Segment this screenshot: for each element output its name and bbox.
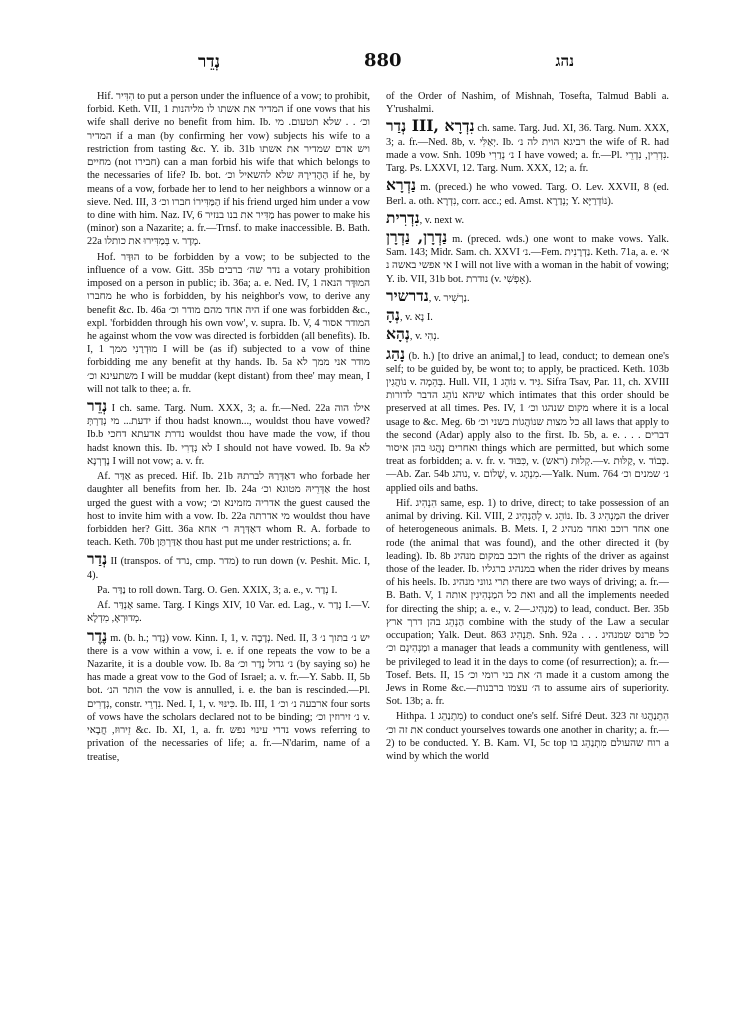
entry-text: m. (b. h.; נָדַר) vow. Kinn. I, 1, v. נְדָבָה. Ned. II, 3 יש נ׳ בתוך נ׳ there is a vow within a vow, i. e. if one repeats the vow to be a Nazarite, it is a double vow. Ib. 8a נ׳ גדול נָדַר וכ׳ (by saying so) he has made a great vow to the God of Israel; a. v. fr.—Y. Sabb. II, 5b bot. הותר הנ׳ the vow is annulled, i. e. the ban is rescinded.—Pl. נְדָרִים, constr. נִדְרֵי. Ned. I, 1, v. כִּינּוּי. Ib. III, 1 ארבעה נ׳ וכ׳ four sorts of vows have the scholars declared not to be binding; נ׳ זירוזין וכ׳ v. זֵירוּז, חֲבָאי &c. Ib. XI, 1, a. fr. נדרי עינוי נפש vows referring to privation of the necessaries of life; a. fr.—N'darim, name of a treatise,	[87, 632, 370, 763]
right-column	[386, 90, 669, 990]
dictionary-paragraph	[386, 177, 669, 207]
header-right-word: נהג	[555, 52, 574, 70]
entry-text: , v. נָא I.	[399, 312, 433, 324]
dictionary-paragraph	[386, 226, 669, 286]
dictionary-paragraph	[87, 90, 370, 249]
entry-text: I ch. same. Targ. Num. XXX, 3; a. fr.—Ned. 22a אילו הוה ידעת... מי נְדַרְתְּ if thou hadst known..., wouldst thou have vowed? Ib.b נדרת אדעתא דחכי wouldst thou have made the vow, if thou hadst known this. Ib. לא נְדַרִי I should not have vowed. Ib. 9a לא נָדְרְנָא I will not vow; a. v. fr.	[87, 403, 370, 467]
entry-text: ch. same. Targ. Jud. XI, 36. Targ. Num. XXX, 3; a. fr.—Ned. 8b, v. יְאַלִּי. Ib. רביגא הוית לה נ׳ the wife of R. had made a vow. Snh. 109b נ׳ נְדַרִי I have vowed; a. fr.—Pl. נִדְרִין, נִדְרֵי. Targ. Ps. LXXVI, 12. Targ. Num. XXX, 12; a. fr.	[386, 123, 669, 175]
page-header	[80, 48, 680, 74]
left-column	[87, 90, 370, 990]
entry-headword: נְדֵר	[87, 396, 108, 416]
dictionary-paragraph	[87, 551, 370, 581]
entry-text: Hof. הוּדַּר to be forbidden by a vow; to be subjected to the influence of a vow. Gitt. 35b נדר שה׳ ברבים a votary prohibition imposed on a person in public; ib. 36a; a. e. Ned. IV, 1 המוּדָּר הנאה מחברו he who is forbidden, by his neighbor's vow, to derive any benefit &c. Ib. 46a היה אחד מהם מודר וכ׳ if one was forbidden &c., expl. 'forbidden through his own vow', v. supra. Ib. V, 4 המודר אסור he against whom the vow was directed is forbidden (all benefits). Ib. I, 1 מוּדְרַנִי ממך I will be (as if) subjected to a vow of thine forbidding me any benefit at thy hands. Ib. 5a מודר אני ממך לא משתעינא וכ׳ I will be muddar (kept distant) from thee' may mean, I will not talk to thee; a. fr.	[87, 251, 370, 395]
dictionary-paragraph	[386, 710, 669, 763]
entry-headword: נְהָ	[386, 305, 400, 325]
dictionary-paragraph	[386, 343, 669, 495]
dictionary-paragraph	[87, 599, 370, 625]
entry-text: (b. h.) [to drive an animal,] to lead, conduct; to demean one's self; to be guided by, be wont to; to apply, be practiced. Keth. 103b נוֹהֲגִין v. בְּהֵמָה. Hull. VII, 1 נוֹהֵג v. גִּיד. Sifra Tsav, Par. 11, ch. XVIII שיהא נוֹהֵג הדבר לדורות which intimates that this order should be preserved at all times. Pes. IV, 1 מקום שנהגו וכ׳ where it is a local usage to &c. Meg. 6b כל מצות שנוֹהֲגוֹת בשני וכ׳ all laws that apply to the second (Adar) apply also to the first. Ib. 5b, a. e. דברים . . . ואחרים נָהֲגוּ בהן איסור things which are permitted, but which some treat as forbidden; a. v. fr. v. כִּבּוּד, v. קְלוּת (ראש).—v. קַלּוּת, v. כָּבוֹד.—Ab. Zar. 54b נוהג, v. שָׁלוֹם, v. מִנְהָג.—Yalk. Num. 764 נ׳ שמנים וכ׳ applied oils and baths.	[386, 350, 669, 494]
entry-text: Hif. הִדִּיר to put a person under the influence of a vow; to prohibit, forbid. Keth. VII, 1 המדיר את אשתו לו מליהנות if one vows that his wife shall derive no benefit from him. Ib. וכ׳ . . שלא תטעום. מי המדיר if a man (by confirming her vow) subjects his wife to a restriction from tasting &c. Y. ib. 31b ויש אדם שמדיר את אשתו מחיים (not חבירו) can a man forbid his wife that which belongs to the necessaries of life? Ib. bot. הַהֶדִירָהּ שלא להשאיל וכ׳ if he, by means of a vow, forbade her to lend to her neighbors a winnow or a sieve. Ned. III, 3 הַמַּדִּירוֹ חברו וכ׳ if his friend urged him under a vow to dine with him. Naz. IV, 6 מַדִּיר את בנו בנזיר has power to make his (minor) son a Nazarite; a. fr.—Trnsf. to make inaccessible. B. Bath. 22a בְּמַדִּירוּ את כותלו v. מָדָר.	[87, 91, 370, 248]
entry-text: Hif. הִנְהִיג same, esp. 1) to drive, direct; to take possession of an animal by driving. Kil. VIII, 2 לְהַנְהִיג v. נוֹהֵג. Ib. 3 המַנְהִיג the driver of heterogeneous animals. B. Mets. I, 2 אחד רוכב ואחד מנהיג one rode (the animal that was found), and the other directed it (by leading). Ib. 8b רוכב במקום מנהיג the rights of the driver as against those of the leader. Ib. במנהיג ברגליו when the rider drives by means of his heels. Ib. תרי גווני מנהיג there are two ways of driving; a. fr.—B. Bath. V, 1 ואת כל המַנְהִיגִין אותה and all the implements needed for directing the ship; a. e., v. מַנְהִיג.—2) to lead, conduct. Ber. 35b הַנְהֵג בהן דרך ארץ combine with the study of the Law a secular occupation; Yalk. Deut. 863 תַּנְהִיג. Snh. 92a כל פרנס שמנהיג . . . ומַנְהִיגָם וכ׳ a manager that leads a community with gentleness, will be privileged to lead it in the days to come (of resurrection); a. fr.—Tosef. Bets. II, 15 ה׳ את בני רומי וכ׳ made it a custom among the Jews in Rome &c.—ה׳ עצמו ברבנות to assume airs of superiority. Sot. 13b; a. fr.	[386, 497, 669, 708]
entry-headword: נְדַר	[87, 549, 108, 569]
entry-text: , v. נַרְשִׁיר.	[428, 292, 470, 304]
entry-text: Hithpa. מִתְנַהֵג 1) to conduct one's self. Sifré Deut. 323 הִתְנַהֲגוּ זה את זה וכ׳ conduct yourselves towards one another in charity; a. fr.—2) to be conducted. Y. B. Kam. VI, 5c top רוח שהעולם מִתְנַהֵג בו a wind by which the world	[386, 711, 669, 763]
entry-headword: נְהָא	[386, 324, 410, 344]
dictionary-paragraph	[386, 326, 669, 343]
dictionary-paragraph	[386, 207, 669, 227]
entry-text: Af. אַנְדַּר same. Targ. I Kings XIV, 10 Var. ed. Lag., v. נְדַר I.—V. מְדוּרְאָ, מִדְלָא.	[87, 600, 370, 625]
entry-text: Af. אַדַּר as preced. Hif. Ib. 21b דאַדְּרַהּ לברתהּ who forbade her daughter all benefits from her. Ib. 24a אַדְּרֵיהּ מטוגא וכ׳ the host urged the guest with a vow; אדריה מזמינא וכ׳ the guest caused the host to invite him with a vow. Ib. 22a מי אדרתה wouldst thou have forbidden her? Gitt. 36a דאַדְּרָהּ ר׳ אחא whom R. A. forbade to teach. Keth. 70b אַדַּרְתַּן thou hast put me under restrictions; a. fr.	[87, 471, 370, 549]
dictionary-paragraph	[386, 497, 669, 709]
entry-text: of the Order of Nashim, of Mishnah, Tosefta, Talmud Babli a. Y'rushalmi.	[386, 91, 669, 116]
dictionary-paragraph	[87, 584, 370, 597]
entry-text: Pa. נַדַּר to roll down. Targ. O. Gen. XXIX, 3; a. e., v. נְדַר I.	[97, 584, 338, 596]
entry-text: II (transpos. of נרד, cmp. מדר) to run down (v. Peshit. Mic. I, 4).	[87, 556, 370, 581]
dictionary-paragraph	[87, 251, 370, 396]
entry-text: m. (preced.) he who vowed. Targ. O. Lev. XXVII, 8 (ed. Berl. a. oth. נִדְרָא, corr. acc.; ed. Amst. נְדַרָא; Y. נוֹדְרַיָּא).	[386, 182, 669, 207]
header-left-word: נְדֵר	[198, 52, 221, 72]
dictionary-paragraph	[386, 90, 669, 116]
entry-headword: נָהַג	[386, 343, 406, 363]
entry-text: , v. נְהִי.	[409, 331, 440, 343]
dictionary-paragraph	[386, 118, 669, 175]
entry-headword: נְדַר III, נִדְרָא	[386, 116, 475, 136]
entry-text: m. (preced. wds.) one wont to make vows. Yalk. Sam. 143; Midr. Sam. ch. XXVI נ׳.—Fem. נַדְרָנִית. Keth. 71a, a. e. א׳ אי אפשי באשה נ I will not live with a woman in the habit of vowing; Y. ib. VII, 31b bot. נודרת (v. אָפְשִׁי).	[386, 233, 669, 285]
entry-headword: נִדְרִית	[386, 207, 420, 227]
dictionary-paragraph	[386, 307, 669, 324]
entry-text: , v. next w.	[419, 214, 465, 226]
page-number: 880	[364, 50, 402, 71]
entry-headword: נֶדֶר	[87, 625, 108, 645]
entry-headword: נַדְרָן, נַדְרָן	[386, 226, 448, 246]
dictionary-paragraph	[87, 625, 370, 764]
dictionary-paragraph	[87, 470, 370, 549]
dictionary-paragraph	[386, 285, 669, 305]
entry-headword: נַדְרָא	[386, 175, 417, 195]
entry-headword: נדרשיר	[386, 285, 429, 305]
dictionary-paragraph	[87, 398, 370, 468]
